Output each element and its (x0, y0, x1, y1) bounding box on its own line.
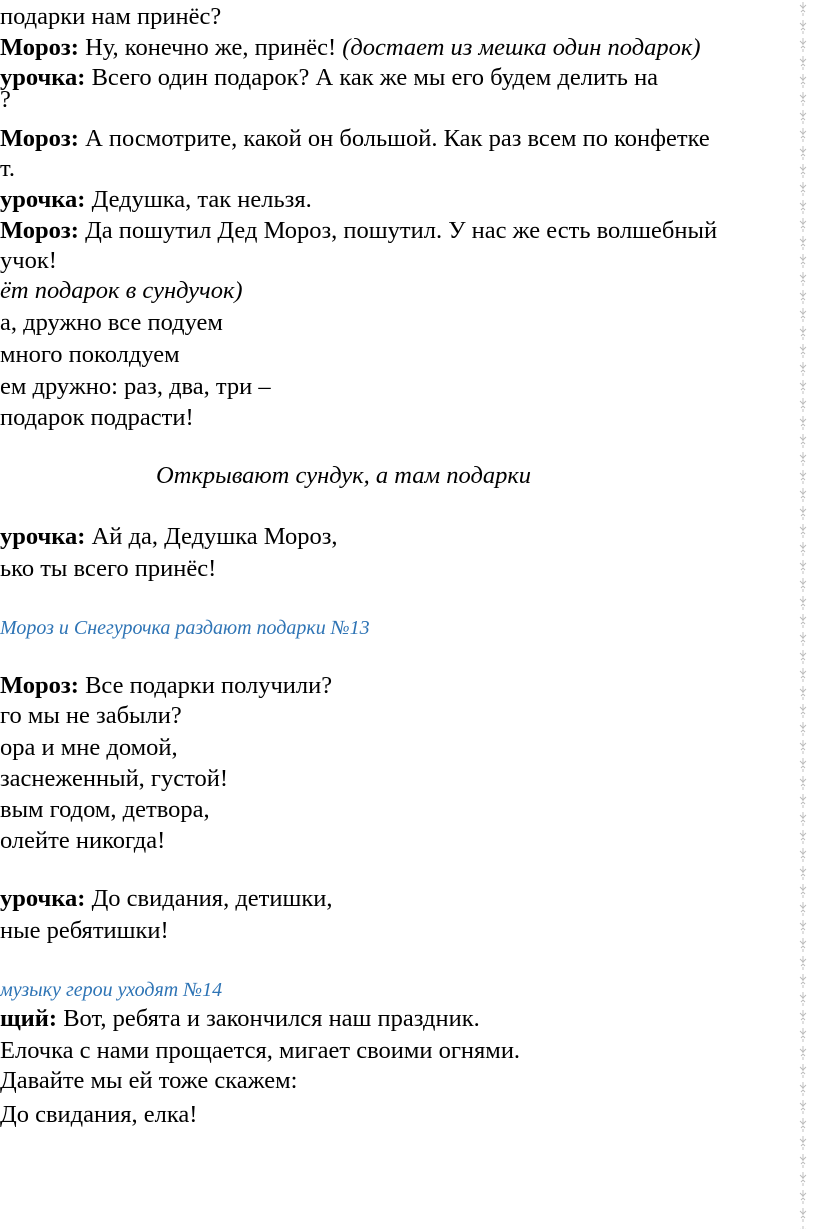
speaker-name: урочка: (0, 885, 86, 912)
text-line: подарки нам принёс? (0, 3, 222, 30)
text-line: Елочка с нами прощается, мигает своими огнями. (0, 1037, 521, 1064)
text-line: ? (0, 86, 11, 113)
verse-line: го мы не забыли? (0, 702, 182, 729)
text-line: Мороз: А посмотрите, какой он большой. Как раз всем по конфетке (0, 125, 710, 152)
speaker-name: Мороз: (0, 217, 79, 244)
speaker-name: урочка: (0, 186, 86, 213)
text-line: щий: Вот, ребята и закончился наш праздник. (0, 1005, 480, 1032)
text-line: учок! (0, 247, 57, 274)
text-line: Давайте мы ей тоже скажем: (0, 1067, 298, 1094)
text-line: т. (0, 155, 15, 182)
text-line: ько ты всего принёс! (0, 555, 217, 582)
text-line: Мороз: Ну, конечно же, принёс! (достает из мешка один подарок) (0, 34, 701, 61)
verse-line: а, дружно все подуем (0, 309, 223, 336)
speaker-name: щий: (0, 1005, 58, 1032)
music-cue: Мороз и Снегурочка раздают подарки №13 (0, 617, 370, 639)
verse-line: вым годом, детвора, (0, 796, 210, 823)
stage-remark: (достает из мешка один подарок) (342, 34, 701, 61)
verse-line: подарок подрасти! (0, 404, 194, 431)
text-line: урочка: До свидания, детишки, (0, 885, 333, 912)
verse-line: много поколдуем (0, 341, 180, 368)
verse-line: ные ребятишки! (0, 917, 169, 944)
text-line: До свидания, елка! (0, 1101, 198, 1128)
speaker-name: урочка: (0, 64, 86, 91)
decorative-page-border (790, 0, 816, 1229)
verse-line: заснеженный, густой! (0, 765, 229, 792)
text-line: урочка: Всего один подарок? А как же мы его будем делить на (0, 64, 659, 91)
verse-line: олейте никогда! (0, 827, 166, 854)
stage-direction-centered: Открывают сундук, а там подарки (156, 462, 532, 489)
speaker-name: Мороз: (0, 34, 79, 61)
stage-direction: ёт подарок в сундучок) (0, 277, 243, 304)
verse-line: ем дружно: раз, два, три – (0, 373, 271, 400)
text-line: Мороз: Да пошутил Дед Мороз, пошутил. У нас же есть волшебный (0, 217, 718, 244)
speaker-name: Мороз: (0, 125, 79, 152)
verse-line: ора и мне домой, (0, 734, 178, 761)
text-line: урочка: Дедушка, так нельзя. (0, 186, 312, 213)
speaker-name: Мороз: (0, 672, 79, 699)
text-line: Мороз: Все подарки получили? (0, 672, 333, 699)
speaker-name: урочка: (0, 523, 86, 550)
text-line: урочка: Ай да, Дедушка Мороз, (0, 523, 338, 550)
music-cue: музыку герои уходят №14 (0, 979, 223, 1001)
